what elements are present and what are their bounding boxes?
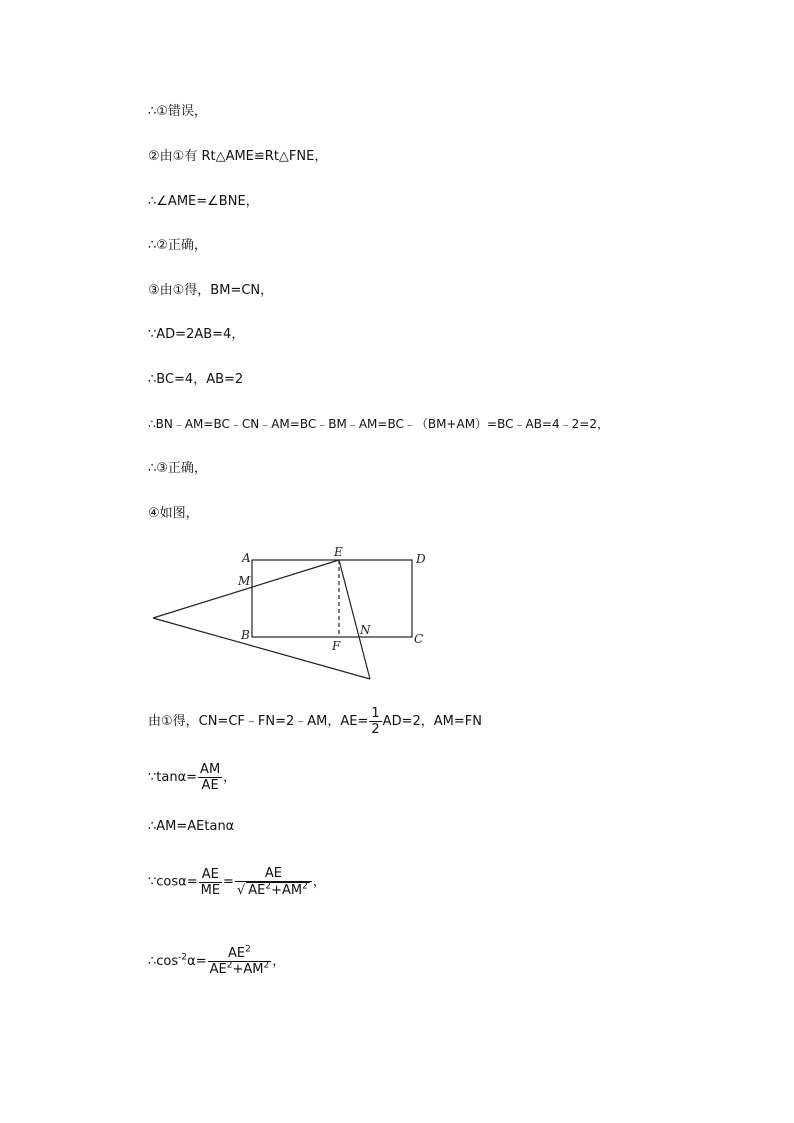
- frac-num: AM: [200, 762, 221, 777]
- radicand-am: +AM: [271, 883, 303, 898]
- frac-den-sqrt: √ $AE^2+AM^2$: [235, 881, 312, 898]
- line-7: ∴BC=4，AB=2: [148, 372, 244, 387]
- frac-den: AE: [198, 777, 222, 793]
- frac-num: AE: [264, 866, 282, 881]
- line-12: [148, 762, 236, 793]
- segment-e-bottom: [339, 560, 370, 679]
- exp: 2: [226, 960, 233, 971]
- rectangle-triangle-diagram: [148, 543, 428, 683]
- l11-post: AD=2，AM=FN: [382, 714, 482, 729]
- line-6: ∵AD=2AB=4，: [148, 327, 245, 342]
- line-1: ∴①错误，: [148, 104, 207, 119]
- fraction-ae-sqrt: [235, 866, 312, 898]
- fraction-cos-squared: [208, 946, 272, 977]
- line-2: ②由①有 Rt△AME≌Rt△FNE，: [148, 149, 328, 164]
- l11-pre: 由①得，CN=CF﹣FN=2﹣AM，AE=: [148, 714, 369, 729]
- line-4: ∴②正确，: [148, 238, 207, 253]
- label-n: N: [360, 623, 371, 637]
- frac-num: 1: [371, 706, 380, 721]
- label-e: E: [334, 545, 343, 559]
- l15-post: ，: [272, 954, 286, 969]
- label-a: A: [242, 551, 251, 565]
- line-5: ③由①得，BM=CN，: [148, 283, 274, 298]
- exp: 2: [263, 960, 270, 971]
- label-f: F: [332, 639, 341, 653]
- line-3: ∴∠AME=∠BNE，: [148, 194, 259, 209]
- l12-pre: ∵tanα=: [148, 770, 198, 785]
- line-11: [148, 706, 482, 737]
- label-c: C: [414, 632, 424, 646]
- line-15: [148, 946, 285, 977]
- num-ae: AE: [227, 946, 246, 961]
- den-ae: AE: [209, 962, 227, 977]
- l15-alpha: α=: [187, 954, 207, 969]
- line-14: [148, 866, 326, 898]
- l14-post: ，: [312, 874, 326, 890]
- l15-pre: ∴cos: [148, 954, 179, 969]
- geometry-figure: [148, 543, 428, 683]
- rectangle-abcd: [252, 560, 412, 637]
- fraction-ae-me: [199, 867, 222, 898]
- frac-num: AE: [201, 866, 219, 882]
- sqrt-radicand: [246, 882, 310, 898]
- line-10: ④如图，: [148, 506, 199, 521]
- line-9: ∴③正确，: [148, 461, 207, 476]
- label-d: D: [416, 552, 426, 566]
- segment-left-e: [153, 560, 339, 618]
- l12-post: ，: [223, 770, 237, 785]
- fraction-half: [369, 706, 381, 737]
- frac-den: 2: [371, 722, 380, 737]
- l14-eq: =: [223, 874, 234, 890]
- exp: 2: [302, 881, 308, 892]
- frac-den: ME: [200, 882, 221, 898]
- den-am: +AM: [232, 962, 264, 977]
- radicand-ae: AE: [248, 883, 266, 898]
- label-b: B: [241, 628, 250, 642]
- line-8: ∴BN﹣AM=BC﹣CN﹣AM=BC﹣BM﹣AM=BC﹣（BM+AM）=BC﹣AB=4﹣2=2，: [148, 417, 609, 431]
- l14-pre: ∵cosα=: [148, 874, 198, 890]
- frac-den: [208, 961, 272, 977]
- frac-num: [208, 946, 272, 961]
- line-13: ∴AM=AEtanα: [148, 819, 235, 834]
- fraction-am-ae: [198, 762, 222, 793]
- exp: -2: [178, 952, 188, 963]
- exp: 2: [265, 881, 272, 892]
- exp: 2: [245, 944, 251, 955]
- label-m: M: [238, 574, 251, 588]
